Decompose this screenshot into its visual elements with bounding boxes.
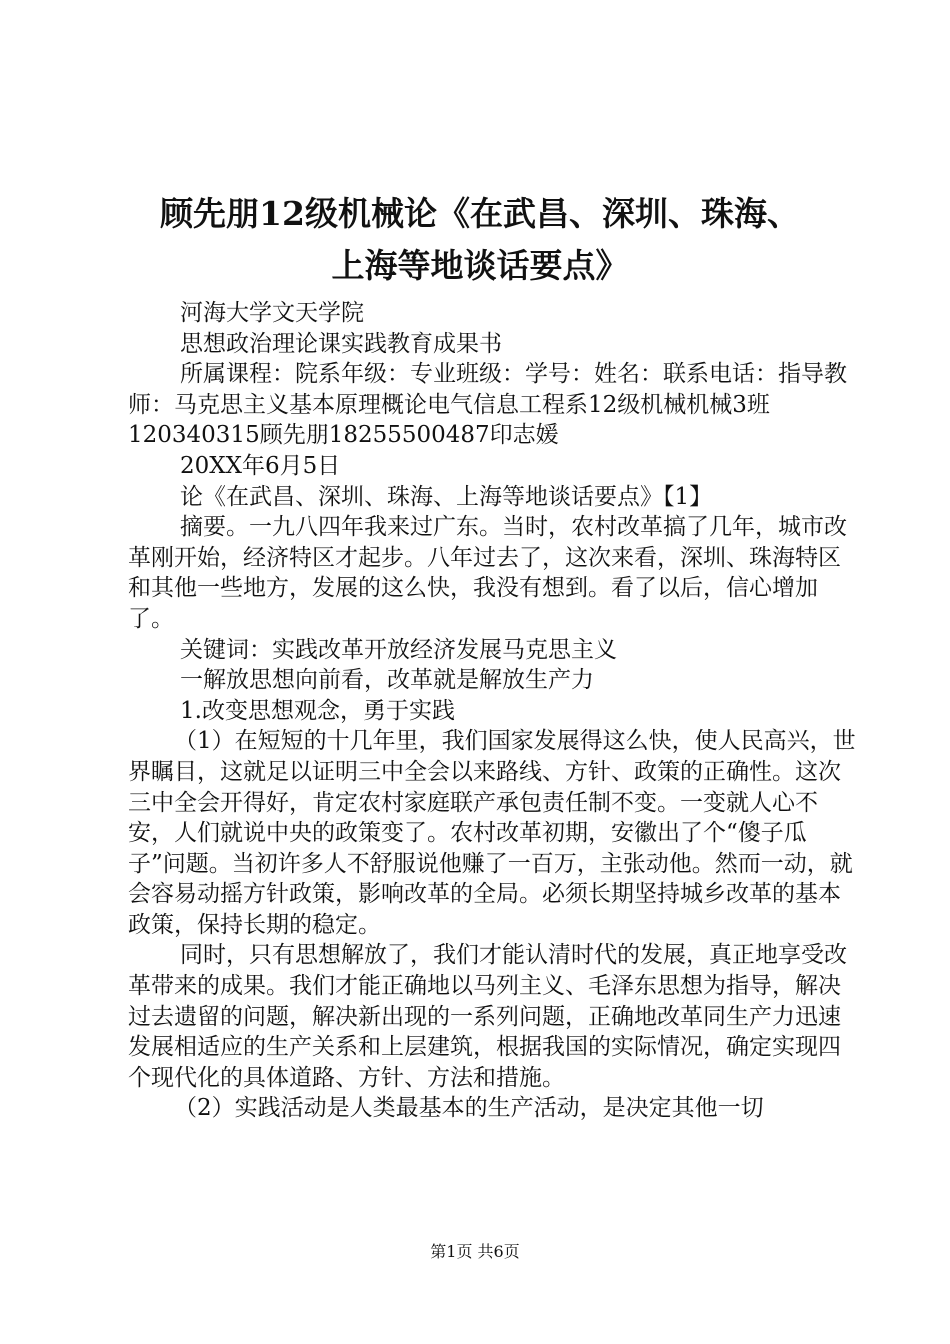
report-date: 20XX年6月5日 [180,452,341,479]
school-name: 河海大学文天学院 [180,300,364,326]
title-line-1: 顾先朋12级机械论《在武昌、深圳、珠海、 [160,194,800,233]
body-paragraph-1: （1）在短短的十几年里，我们国家发展得这么快，使人民高兴，世界瞩目，这就足以证明三中全会以来路线、方针、政策的正确性。这次三中全会开得好，肯定农村家庭联产承包责任制不变。一变就人心不安，人们就说中央的政策变了。农村改革初期，安徽出了个“傻子瓜子”问题。当初许多人不舒服说他赚了一百万，主张动他。然而一动，就会容易动摇方针政策，影响改革的全局。必须长期坚持城乡改革的基本政策，保持长期的稳定。 [128,728,856,938]
document-body [128,298,858,1124]
body-paragraph-3: （2）实践活动是人类最基本的生产活动，是决定其他一切 [174,1095,764,1122]
report-heading: 思想政治理论课实践教育成果书 [180,330,502,357]
course-info: 所属课程：院系年级：专业班级：学号：姓名：联系电话：指导教师：马克思主义基本原理概论电气信息工程系12级机械机械3班120340315顾先朋18255500487印志媛 [128,361,847,449]
body-paragraph-2: 同时，只有思想解放了，我们才能认清时代的发展，真正地享受改革带来的成果。我们才能正确地以马列主义、毛泽东思想为指导，解决过去遗留的问题，解决新出现的一系列问题，正确地改革同生产力迅速发展相适应的生产关系和上层建筑，根据我国的实际情况，确定实现四个现代化的具体道路、方针、方法和措施。 [128,942,847,1091]
page-number-footer: 第1页 共6页 [430,1242,520,1261]
abstract-paragraph: 摘要。一九八四年我来过广东。当时，农村改革搞了几年，城市改革刚开始，经济特区才起步。八年过去了，这次来看，深圳、珠海特区和其他一些地方，发展的这么快，我没有想到。看了以后，信心增加了。 [128,514,847,632]
title-line-2: 上海等地谈话要点》 [331,246,629,285]
keywords-line: 关键词：实践改革开放经济发展马克思主义 [180,636,617,663]
subsection-heading-1: 1.改变思想观念，勇于实践 [180,697,455,724]
document-title [80,188,880,292]
essay-title: 论《在武昌、深圳、珠海、上海等地谈话要点》【1】 [180,483,713,510]
section-heading-1: 一解放思想向前看，改革就是解放生产力 [180,667,594,694]
